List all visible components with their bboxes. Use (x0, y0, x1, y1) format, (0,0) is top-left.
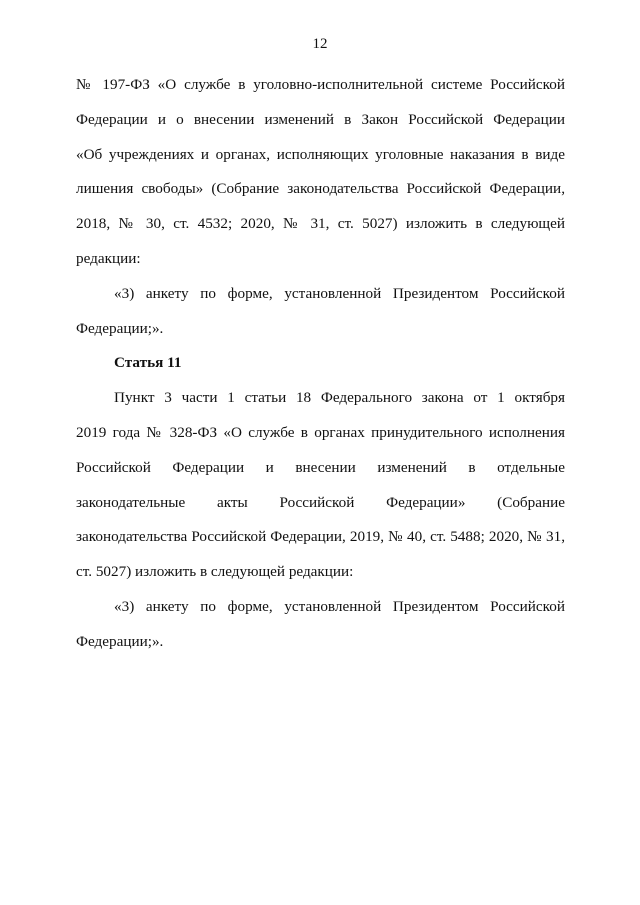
text-line: Федерации;». (76, 632, 164, 650)
text-line: лишения свободы» (Собрание законодательства Российской Федерации, (76, 180, 565, 198)
text-line: «3) анкету по форме, установленной Президентом Российской (114, 284, 565, 302)
article-heading: Статья 11 (114, 354, 182, 372)
paragraph-amendment-328fz (76, 381, 565, 590)
paragraph-amendment-197fz (76, 68, 565, 277)
text-line: Федерации;». (76, 319, 164, 337)
text-line: № 197-ФЗ «О службе в уголовно-исполнительной системе Российской (76, 76, 565, 93)
text-line: «3) анкету по форме, установленной Президентом Российской (114, 597, 565, 615)
paragraph-new-wording-2 (76, 590, 565, 660)
paragraph-new-wording-1 (76, 277, 565, 347)
page-number: 12 (312, 36, 328, 52)
text-line: ст. 5027) изложить в следующей редакции: (76, 563, 354, 581)
text-line: законодательные акты Российской Федерации» (Собрание (76, 493, 565, 511)
text-line: законодательства Российской Федерации, 2019, № 40, ст. 5488; 2020, № 31, (76, 528, 565, 546)
text-line: Российской Федерации и внесении изменений в отдельные (76, 458, 565, 476)
text-line: 2018, № 30, ст. 4532; 2020, № 31, ст. 5027) изложить в следующей (76, 215, 565, 233)
text-line: редакции: (76, 249, 141, 267)
text-line: Федерации и о внесении изменений в Закон Российской Федерации (76, 110, 565, 128)
text-line: Пункт 3 части 1 статьи 18 Федерального закона от 1 октября (114, 389, 565, 407)
text-line: 2019 года № 328-ФЗ «О службе в органах принудительного исполнения (76, 423, 565, 441)
document-body (76, 68, 565, 660)
text-line: «Об учреждениях и органах, исполняющих уголовные наказания в виде (76, 145, 565, 163)
